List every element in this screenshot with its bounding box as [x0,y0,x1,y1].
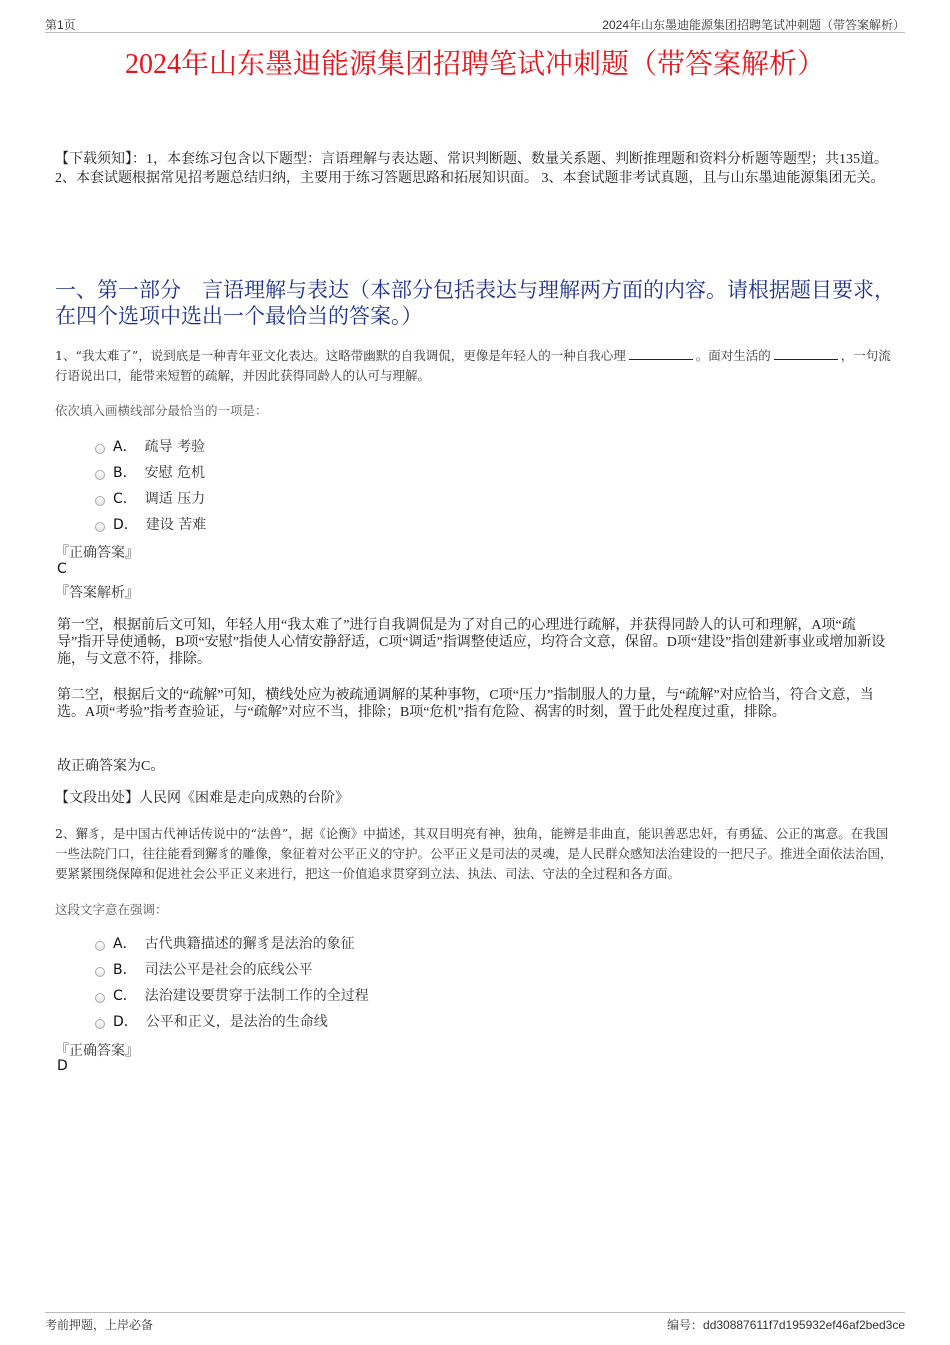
radio-icon[interactable] [95,993,105,1003]
page-number: 第1页 [45,18,76,32]
analysis-conclusion: 故正确答案为C。 [57,759,165,774]
option-a[interactable] [95,930,369,956]
question-1-prompt: 依次填入画横线部分最恰当的一项是： [55,403,268,418]
source-citation: 【文段出处】人民网《困难是走向成熟的台阶》 [55,791,349,806]
option-letter: B． [113,962,137,978]
option-d[interactable] [95,511,206,537]
option-letter: D． [113,1014,138,1030]
radio-icon[interactable] [95,496,105,506]
option-text: 公平和正义，是法治的生命线 [145,1014,328,1030]
stem-text: 。面对生活的 [695,348,771,363]
question-1-stem [55,346,900,386]
option-letter: C． [113,988,137,1004]
option-d[interactable] [95,1008,369,1034]
radio-icon[interactable] [95,1019,105,1029]
question-2-stem: 2、獬豸，是中国古代神话传说中的“法兽”，据《论衡》中描述，其双目明亮有神，独角，能辨是非曲直，能识善恶忠奸，有勇猛、公正的寓意。在我国一些法院门口，往往能看到獬豸的雕像，象征着对公平正义的守护。公平正义是司法的灵魂，是人民群众感知法治建设的一把尺子。推进全面依法治国，要紧紧围绕保障和促进社会公平正义来进行，把这一价值追求贯穿到立法、执法、司法、守法的全过程和各方面。 [55,826,893,881]
radio-icon[interactable] [95,967,105,977]
option-c[interactable] [95,485,206,511]
serial-number: 编号：dd30887611f7d195932ef46af2bed3ce [667,1318,905,1332]
option-text: 古代典籍描述的獬豸是法治的象征 [144,936,355,952]
question-2-prompt: 这段文字意在强调： [55,902,168,917]
analysis-paragraph-2: 第二空，根据后文的“疏解”可知，横线处应为被疏通调解的某种事物，C项“压力”指制服人的力量，与“疏解”对应恰当，符合文意，当选。A项“考验”指考查验证，与“疏解”对应不当，排除；B项“危机”指有危险、祸害的时刻，置于此处程度过重，排除。 [57,688,874,720]
option-text: 安慰 危机 [144,465,206,481]
radio-icon[interactable] [95,522,105,532]
question-1-options [95,433,206,537]
option-letter: A． [113,439,137,455]
option-text: 司法公平是社会的底线公平 [144,962,313,978]
option-letter: D． [113,517,138,533]
section-title: 一、第一部分 言语理解与表达（本部分包括表达与理解两方面的内容。请根据题目要求，在四个选项中选出一个最恰当的答案。） [55,278,895,328]
header-doc-title: 2024年山东墨迪能源集团招聘笔试冲刺题（带答案解析） [602,18,905,32]
option-letter: A． [113,936,137,952]
footer-slogan: 考前押题，上岸必备 [45,1318,154,1332]
stem-text: ，一句流行语说出口，能带来短暂的疏解，并因此获得同龄人的认可与理解。 [55,348,891,383]
page-footer [45,1312,905,1333]
option-letter: B． [113,465,137,481]
download-notice: 【下载须知】：1，本套练习包含以下题型：言语理解与表达题、常识判断题、数量关系题、判断推理题和资料分析题等题型；共135道。 2、本套试题根据常见招考题总结归纳，主要用于练习答题思路和拓展知识面。 3、本套试题非考试真题，且与山东墨迪能源集团无关。 [55,152,888,186]
option-text: 调适 压力 [144,491,206,507]
option-c[interactable] [95,982,369,1008]
radio-icon[interactable] [95,470,105,480]
correct-answer-label: 『正确答案』 [55,1043,139,1059]
radio-icon[interactable] [95,941,105,951]
option-text: 疏导 考验 [144,439,206,455]
question-2-options [95,930,369,1034]
option-text: 法治建设要贯穿于法制工作的全过程 [144,988,369,1004]
analysis-paragraph-1: 第一空，根据前后文可知，年轻人用“我太难了”进行自我调侃是为了对自己的心理进行疏解，并获得同龄人的认可和理解，A项“疏导”指开导使通畅，B项“安慰”指使人心情安静舒适，C项“调适”指调整使适应，均符合文意，保留。D项“建设”指创建新事业或增加新设施，与文意不符，排除。 [57,618,886,667]
correct-answer-label: 『正确答案』 [55,545,139,561]
option-letter: C． [113,491,137,507]
document-title: 2024年山东墨迪能源集团招聘笔试冲刺题（带答案解析） [124,49,825,80]
option-b[interactable] [95,956,369,982]
analysis-label: 『答案解析』 [55,585,139,601]
fill-blank-1 [629,347,693,360]
correct-answer: C [57,561,67,577]
fill-blank-2 [774,347,838,360]
stem-text: 1、“我太难了”，说到底是一种青年亚文化表达。这略带幽默的自我调侃，更像是年轻人的一种自我心理 [55,348,626,363]
option-text: 建设 苦难 [145,517,207,533]
page-header [45,14,905,33]
correct-answer: D [57,1058,68,1074]
option-b[interactable] [95,459,206,485]
radio-icon[interactable] [95,444,105,454]
option-a[interactable] [95,433,206,459]
